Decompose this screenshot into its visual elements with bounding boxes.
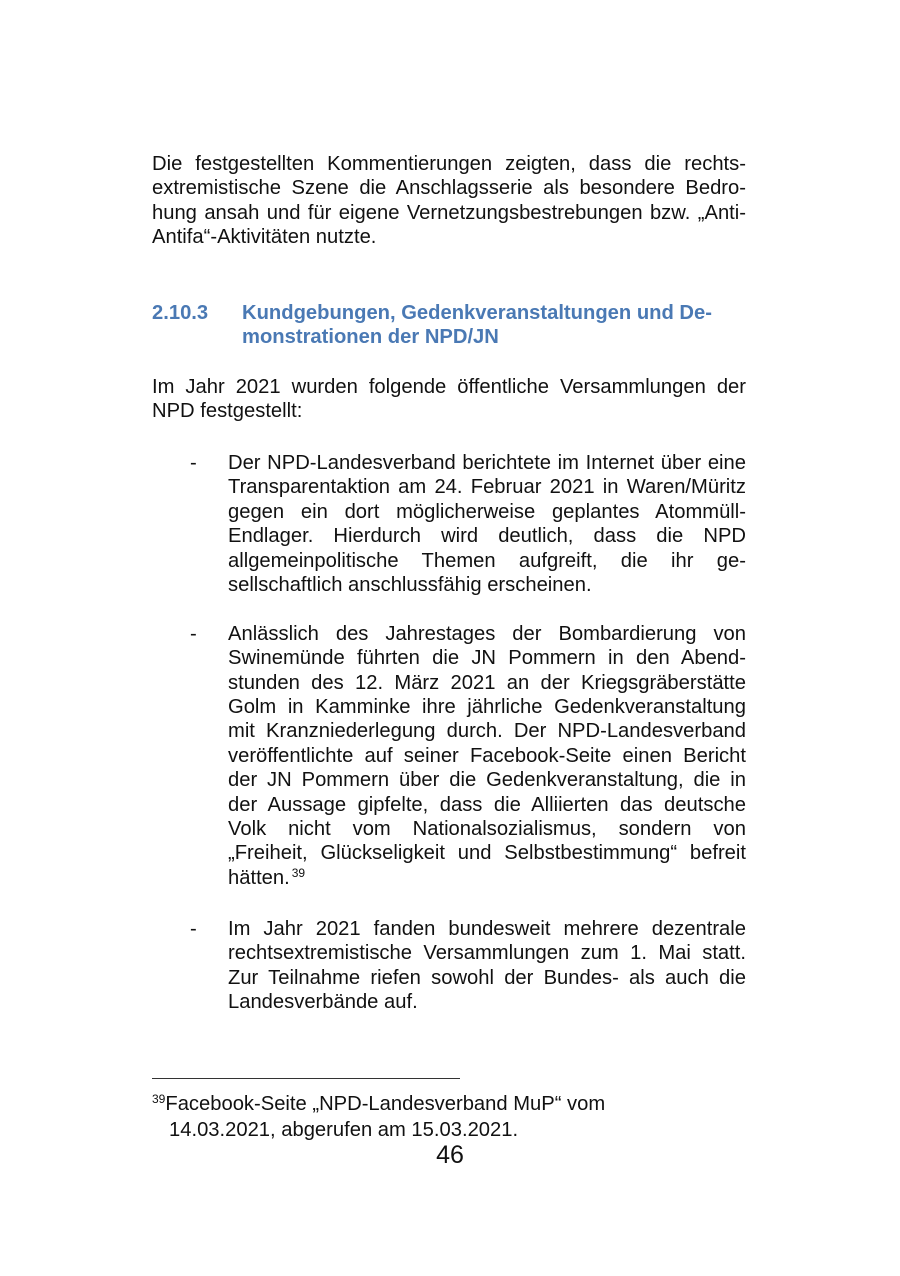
bullet-dash: - bbox=[190, 452, 197, 474]
list-item-text: Im Jahr 2021 fanden bundesweit mehrere dezentrale rechtsextremistische Versammlungen zum 1. Mai statt. Zur Teilnahme riefen sowohl der Bundes- als auch die Landesverbände auf. bbox=[228, 917, 746, 1013]
page-number: 46 bbox=[436, 1141, 464, 1169]
list-item bbox=[152, 622, 746, 892]
section-number: 2.10.3 bbox=[152, 302, 209, 324]
intro-paragraph: Die festgestellten Kommentierungen zeigten, dass die rechtsextremistische Szene die Anschlagsserie als besondere Bedrohung ansah und für eigene Vernetzungsbestrebungen bzw. „Anti-Antifa“-Aktivitäten nutzte. bbox=[152, 153, 746, 249]
list-item-text: Der NPD-Landesverband berichtete im Internet über eine Transparentaktion am 24. Februar 2021 in Waren/Müritz gegen ein dort möglicherweise geplantes Atommüll-Endlager. Hierdurch wird deutlich, dass die NPD allgemeinpolitische Themen aufgreift, die ihr gesellschaftlich anschlussfähig erscheinen. bbox=[228, 452, 746, 597]
section-title: Kundgebungen, Gedenkveranstaltungen und Demonstrationen der NPD/JN bbox=[242, 302, 712, 349]
list-item bbox=[152, 917, 746, 1015]
footnote-number: 39 bbox=[152, 1092, 166, 1106]
footnote-divider bbox=[152, 1078, 460, 1079]
footnote-reference[interactable]: 39 bbox=[291, 865, 306, 880]
list-item bbox=[152, 451, 746, 597]
bullet-dash: - bbox=[190, 622, 197, 645]
footnote bbox=[152, 1092, 672, 1143]
assembly-list bbox=[152, 451, 746, 1039]
bullet-dash: - bbox=[190, 917, 197, 940]
lead-paragraph: Im Jahr 2021 wurden folgende öffentliche Versammlungen der NPD festgestellt: bbox=[152, 376, 746, 423]
footnote-line-2: 14.03.2021, abgerufen am 15.03.2021. bbox=[169, 1119, 519, 1142]
list-item-text: Anlässlich des Jahrestages der Bombardierung von Swinemünde führten die JN Pommern in den Abendstunden des 12. März 2021 an der Kriegsgräberstätte Golm in Kamminke ihre jährliche Gedenkveranstaltung mit Kranzniederlegung durch. Der NPD-Landesverband veröffentlichte auf seiner Facebook-Seite einen Bericht der JN Pommern über die Gedenkveranstaltung, die in der Aussage gipfelte, dass die Alliierten das deutsche Volk nicht vom Nationalsozialismus, sondern von „Freiheit, Glückseligkeit und Selbstbestimmung“ befreit hätten. $^{39}$ bbox=[228, 622, 746, 889]
footnote-line-1: Facebook-Seite „NPD-Landesverband MuP“ vom bbox=[165, 1093, 606, 1115]
